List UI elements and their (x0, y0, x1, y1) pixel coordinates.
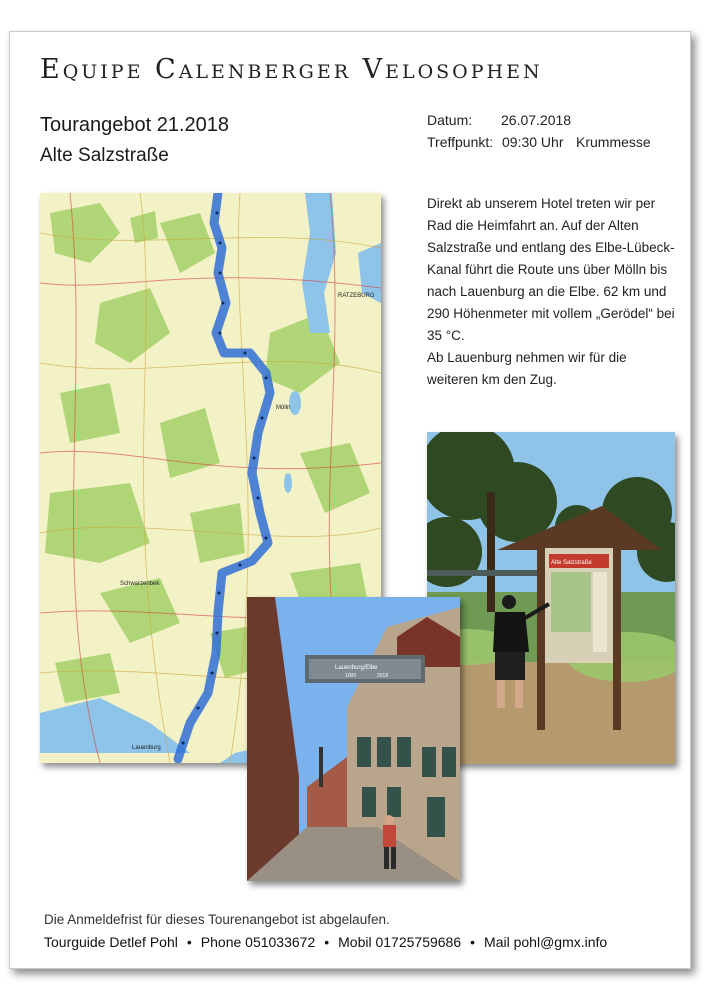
street-sign-year-start: 1000 (345, 673, 357, 679)
street-sign-year-end: 2018 (377, 673, 389, 679)
date-value: 26.07.2018 (501, 112, 572, 128)
description-paragraph: Direkt ab unserem Hotel treten wir per Rad die Heimfahrt an. Auf der Alten Salzstraße und entlang des Elbe-Lübeck-Kanal führt die Route uns über Mölln bis nach Lauenburg an die Elbe. 62 km und 290 Höhenmeter mit vollem „Gerödel“ bei 35 °C. (427, 196, 675, 343)
map-label-lauenburg: Lauenburg (132, 745, 161, 751)
separator: • (470, 934, 476, 950)
separator: • (186, 934, 192, 950)
tour-guide: Tourguide Detlef Pohl (44, 934, 178, 950)
street-photo (247, 597, 460, 881)
board-title: Alte Salzstraße (551, 560, 592, 566)
info-board-photo (427, 432, 675, 764)
tour-number: Tourangebot 21.2018 (40, 114, 230, 136)
meeting-place: Krummesse (576, 134, 651, 150)
club-title: Equipe Calenberger Velosophen (40, 54, 543, 85)
tour-description (427, 193, 677, 391)
date-row (427, 112, 572, 128)
description-paragraph: Ab Lauenburg nehmen wir für die weiteren km den Zug. (427, 350, 627, 387)
phone: Phone 051033672 (200, 934, 316, 950)
map-label-ratzeburg: RATZEBURG (338, 293, 375, 299)
registration-notice: Die Anmeldefrist für dieses Tourenangebot ist abgelaufen. (44, 912, 390, 927)
meeting-time: 09:30 Uhr (502, 134, 564, 150)
meeting-row (427, 134, 651, 150)
map-label-schwarzenbek: Schwarzenbek (120, 581, 160, 587)
separator: • (324, 934, 330, 950)
street-sign-title: Lauenburg/Elbe (335, 665, 378, 671)
contact-line (44, 934, 607, 950)
map-label-moelln: Mölln (276, 405, 291, 411)
email: Mail pohl@gmx.info (484, 934, 608, 950)
photo-info-board (427, 432, 675, 764)
mobile: Mobil 01725759686 (338, 934, 462, 950)
date-label: Datum: (427, 112, 473, 128)
photo-lauenburg-street (247, 597, 460, 881)
meeting-label: Treffpunkt: (427, 134, 494, 150)
tour-name: Alte Salzstraße (40, 145, 169, 166)
